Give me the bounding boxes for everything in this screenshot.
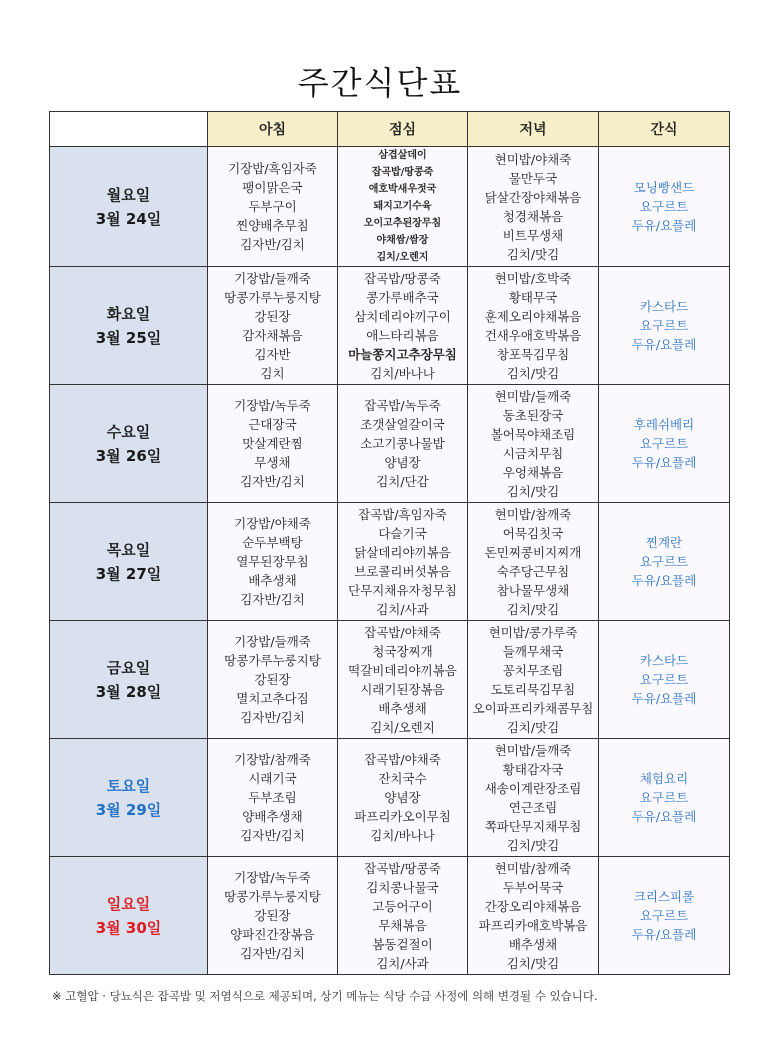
menu-item: 기장밥/녹두죽 (234, 870, 311, 885)
menu-item: 닭살간장야채볶음 (484, 189, 582, 205)
menu-item: 잡곡밥/녹두죽 (364, 398, 441, 413)
day-cell (50, 147, 208, 267)
menu-item: 양념장 (384, 790, 421, 805)
menu-item: 김치/맛김 (506, 601, 560, 617)
day-cell (50, 385, 208, 503)
menu-item: 김자반/김치 (240, 946, 305, 961)
snack-header: 간식 (599, 112, 730, 147)
menu-item: 김치/바나나 (370, 365, 435, 381)
page-title: 주간식단표 (297, 64, 463, 102)
day-date: 3월 26일 (95, 446, 162, 465)
menu-item: 황태감자국 (502, 761, 564, 777)
menu-item: 김치/바나나 (370, 828, 435, 843)
menu-item: 김자반/김치 (240, 237, 305, 252)
menu-item: 떡갈비데리야끼볶음 (348, 662, 457, 678)
menu-item: 삼치데리야끼구이 (354, 308, 451, 324)
menu-item: 열무된장무침 (236, 554, 309, 569)
header-row (50, 112, 730, 147)
menu-item: 잡곡밥/땅콩죽 (371, 167, 434, 178)
menu-item: 김치/맛김 (506, 719, 560, 735)
menu-item: 김자반/김치 (240, 828, 305, 843)
day-name: 수요일 (106, 422, 151, 441)
menu-item: 브로콜리버섯볶음 (354, 563, 451, 579)
menu-item: 요구르트 (639, 672, 689, 687)
lunch-cell (338, 857, 468, 975)
lunch-cell (338, 147, 468, 267)
lunch-cell (338, 385, 468, 503)
menu-item: 잡곡밥/흑임자죽 (358, 506, 447, 522)
breakfast-cell (208, 385, 338, 503)
menu-item: 시금치무침 (502, 445, 564, 461)
day-name: 화요일 (106, 304, 151, 323)
menu-item: 잡곡밥/야채죽 (364, 624, 441, 640)
lunch-cell (338, 503, 468, 621)
menu-item: 참나물무생채 (496, 582, 570, 598)
menu-item: 강된장 (254, 308, 291, 324)
menu-item: 카스타드 (639, 653, 689, 668)
corner-header-cell (50, 112, 208, 147)
menu-item: 꽁치무조림 (502, 662, 564, 678)
menu-item: 후레쉬베리 (633, 417, 695, 432)
menu-item: 고등어구이 (372, 898, 433, 914)
snack-cell (599, 147, 730, 267)
menu-item: 오이파프리카채콤무침 (472, 700, 594, 716)
menu-item: 조갯살얼갈이국 (360, 417, 445, 432)
menu-item: 감자채볶음 (242, 327, 303, 343)
menu-item: 카스타드 (639, 299, 689, 314)
menu-item: 간장오리야채볶음 (484, 898, 582, 914)
menu-item: 김치/맛김 (506, 246, 560, 262)
menu-item: 양념장 (384, 455, 421, 470)
snack-cell (599, 739, 730, 857)
menu-item: 기장밥/녹두죽 (234, 398, 311, 413)
menu-item: 오이고추된장무침 (363, 218, 442, 229)
day-date: 3월 29일 (95, 800, 162, 819)
menu-item: 청국장찌개 (372, 643, 433, 659)
menu-item: 건새우애호박볶음 (484, 327, 582, 343)
menu-item: 요구르트 (639, 199, 689, 214)
menu-item: 찐양배추무침 (236, 218, 309, 233)
menu-item: 마늘쫑지고추장무침 (348, 346, 457, 362)
dinner-cell (468, 621, 599, 739)
menu-item: 김자반/김치 (240, 474, 305, 489)
menu-item: 도토리묵김무침 (490, 681, 576, 697)
menu-item: 현미밥/콩가루죽 (488, 624, 578, 640)
menu-item: 양파진간장볶음 (230, 927, 315, 942)
menu-item: 물만두국 (508, 170, 558, 186)
menu-item: 창포묵김무침 (496, 346, 570, 362)
menu-item: 현미밥/들깨죽 (494, 742, 572, 758)
menu-item: 삼겹살데이 (378, 150, 427, 161)
menu-item: 야채쌈/쌈장 (376, 235, 429, 246)
menu-item: 볼어묵야채조림 (490, 426, 576, 442)
menu-item: 김치/맛김 (506, 837, 560, 853)
day-row (50, 503, 730, 621)
menu-item: 현미밥/참깨죽 (494, 506, 572, 522)
menu-item: 두부어묵국 (502, 879, 564, 895)
day-row (50, 147, 730, 267)
menu-item: 단무지채유자청무침 (348, 582, 457, 598)
menu-item: 두유/요플레 (631, 809, 697, 824)
menu-item: 요구르트 (639, 436, 689, 451)
menu-item: 콩가루배추국 (366, 289, 439, 305)
menu-item: 시래기된장볶음 (360, 681, 445, 697)
menu-item: 잡곡밥/야채죽 (364, 752, 441, 767)
menu-item: 잡곡밥/땅콩죽 (364, 270, 441, 286)
day-name: 월요일 (106, 185, 151, 204)
breakfast-header: 아침 (208, 112, 338, 147)
menu-item: 파프리카애호박볶음 (478, 917, 588, 933)
menu-item: 김치/사과 (376, 955, 429, 971)
menu-item: 김치콩나물국 (366, 879, 439, 895)
dinner-cell (468, 267, 599, 385)
menu-item: 김자반/김치 (240, 592, 305, 607)
menu-item: 양배추생채 (242, 809, 303, 824)
menu-item: 기장밥/흑임자죽 (228, 161, 317, 176)
dinner-cell (468, 503, 599, 621)
menu-item: 요구르트 (639, 318, 689, 333)
menu-item: 시래기국 (248, 771, 297, 786)
menu-item: 현미밥/들깨죽 (494, 388, 572, 404)
menu-item: 두유/요플레 (631, 218, 697, 233)
menu-item: 애호박새우젓국 (368, 184, 437, 195)
menu-item: 다슬기국 (378, 525, 427, 541)
day-cell (50, 739, 208, 857)
breakfast-cell (208, 857, 338, 975)
menu-item: 들깨무채국 (502, 643, 564, 659)
menu-item: 비트무생채 (502, 227, 564, 243)
menu-item: 현미밥/참깨죽 (494, 860, 572, 876)
menu-item: 김치/오렌지 (370, 719, 435, 735)
dinner-cell (468, 147, 599, 267)
menu-item: 땅콩가루누룽지탕 (224, 889, 321, 904)
menu-item: 연근조림 (508, 799, 558, 815)
menu-item: 소고기콩나물밥 (360, 436, 445, 451)
day-row (50, 857, 730, 975)
menu-item: 팽이맑은국 (242, 180, 303, 195)
menu-item: 근대장국 (248, 417, 297, 432)
menu-item: 기장밥/참깨죽 (234, 752, 311, 767)
menu-item: 기장밥/야채죽 (234, 516, 311, 531)
menu-item: 쪽파단무지채무침 (484, 818, 582, 834)
menu-item: 봄동겉절이 (372, 936, 433, 952)
menu-item: 요구르트 (639, 790, 689, 805)
day-name: 목요일 (106, 540, 151, 559)
menu-item: 순두부백탕 (242, 535, 303, 550)
day-date: 3월 25일 (95, 328, 162, 347)
menu-item: 체험요리 (639, 771, 689, 786)
day-date: 3월 24일 (95, 209, 162, 228)
breakfast-cell (208, 503, 338, 621)
lunch-cell (338, 739, 468, 857)
menu-item: 김치 (260, 365, 285, 381)
menu-item: 김치/맛김 (506, 365, 560, 381)
breakfast-cell (208, 147, 338, 267)
menu-item: 현미밥/야채죽 (494, 151, 572, 167)
menu-item: 잡곡밥/땅콩죽 (364, 860, 441, 876)
menu-item: 현미밥/호박죽 (494, 270, 572, 286)
lunch-header: 점심 (338, 112, 468, 147)
menu-item: 훈제오리야채볶음 (484, 308, 582, 324)
menu-item: 맛살계란찜 (242, 436, 303, 451)
day-name: 금요일 (106, 658, 151, 677)
lunch-cell (338, 267, 468, 385)
menu-item: 멸치고추다짐 (236, 691, 309, 706)
menu-item: 김치/단감 (376, 474, 429, 489)
menu-item: 배추생채 (508, 936, 558, 952)
snack-cell (599, 503, 730, 621)
menu-item: 동초된장국 (502, 407, 564, 423)
menu-item: 두유/요플레 (631, 927, 697, 942)
dinner-cell (468, 739, 599, 857)
menu-item: 두부구이 (248, 199, 297, 214)
menu-item: 새송이계란장조림 (484, 780, 582, 796)
menu-item: 땅콩가루누룽지탕 (224, 653, 321, 668)
dinner-header: 저녁 (468, 112, 599, 147)
menu-item: 돈민찌콩비지찌개 (484, 544, 582, 560)
menu-item: 두유/요플레 (631, 455, 697, 470)
day-row (50, 739, 730, 857)
menu-item: 우엉채볶음 (502, 464, 564, 480)
menu-item: 기장밥/들깨죽 (234, 270, 311, 286)
menu-item: 두유/요플레 (631, 337, 697, 352)
menu-item: 숙주당근무침 (496, 563, 570, 579)
menu-item: 김자반/김치 (240, 710, 305, 725)
menu-item: 김자반 (254, 346, 291, 362)
day-date: 3월 28일 (95, 682, 162, 701)
menu-item: 요구르트 (639, 908, 689, 923)
day-row (50, 385, 730, 503)
menu-item: 땅콩가루누룽지탕 (224, 289, 321, 305)
day-name: 토요일 (106, 776, 151, 795)
breakfast-cell (208, 739, 338, 857)
weekly-menu-table (49, 111, 730, 975)
menu-item: 애느타리볶음 (366, 327, 439, 343)
day-row (50, 621, 730, 739)
day-date: 3월 27일 (95, 564, 162, 583)
menu-item: 김치/맛김 (506, 955, 560, 971)
menu-item: 강된장 (254, 672, 291, 687)
footnote: ※ 고혈압 · 당뇨식은 잡곡밥 및 저염식으로 제공되며, 상기 메뉴는 식당 수급 사정에 의해 변경될 수 있습니다. (52, 989, 598, 1003)
day-cell (50, 621, 208, 739)
dinner-cell (468, 385, 599, 503)
menu-item: 두유/요플레 (631, 573, 697, 588)
menu-item: 요구르트 (639, 554, 689, 569)
menu-item: 두부조림 (248, 790, 297, 805)
menu-item: 어묵김칫국 (502, 525, 564, 541)
snack-cell (599, 621, 730, 739)
menu-item: 청경채볶음 (502, 208, 564, 224)
day-row (50, 267, 730, 385)
menu-item: 기장밥/들깨죽 (234, 634, 311, 649)
menu-item: 돼지고기수육 (373, 201, 432, 212)
day-name: 일요일 (106, 894, 151, 913)
lunch-cell (338, 621, 468, 739)
menu-item: 김치/사과 (376, 601, 429, 617)
dinner-cell (468, 857, 599, 975)
menu-item: 두유/요플레 (631, 691, 697, 706)
day-cell (50, 267, 208, 385)
breakfast-cell (208, 267, 338, 385)
snack-cell (599, 857, 730, 975)
menu-item: 모닝빵샌드 (633, 180, 695, 195)
menu-item: 황태무국 (508, 289, 558, 305)
menu-item: 배추생채 (378, 700, 427, 716)
day-date: 3월 30일 (95, 918, 162, 937)
menu-item: 김치/맛김 (506, 483, 560, 499)
breakfast-cell (208, 621, 338, 739)
menu-item: 파프리카오이무침 (354, 809, 451, 824)
menu-item: 잔치국수 (378, 771, 427, 786)
snack-cell (599, 267, 730, 385)
day-cell (50, 857, 208, 975)
snack-cell (599, 385, 730, 503)
menu-item: 무생채 (254, 455, 291, 470)
menu-item: 김치/오렌지 (376, 252, 429, 263)
menu-item: 무채볶음 (378, 917, 427, 933)
day-cell (50, 503, 208, 621)
menu-item: 강된장 (254, 908, 291, 923)
menu-item: 크리스피롤 (633, 889, 695, 904)
menu-item: 찐계란 (645, 535, 683, 550)
menu-item: 배추생채 (248, 573, 297, 588)
menu-item: 닭살데리야끼볶음 (354, 544, 451, 560)
